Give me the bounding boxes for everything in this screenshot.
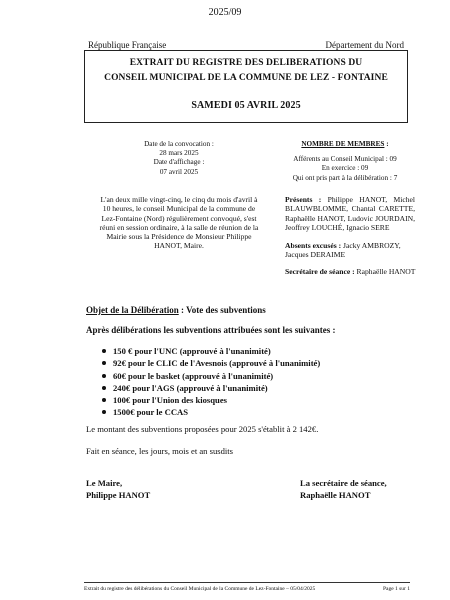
present-members (285, 195, 415, 232)
closing-statement: Fait en séance, les jours, mois et an susdits (86, 446, 234, 456)
secretary-name: Raphaëlle HANOT (354, 267, 416, 276)
present-names: Philippe HANOT, Michel BLAUWBLOMME, Chantal CARETTE, Raphaëlle HANOT, Ludovic JOURDAIN, Jeoffrey LOUCHÉ, Ignacio SERE (285, 195, 415, 232)
subsidy-list (113, 345, 320, 419)
object-text: : Vote des subventions (178, 305, 266, 315)
deliberation-object (86, 305, 266, 315)
list-item: 1500€ pour le CCAS (113, 406, 320, 418)
meeting-date: SAMEDI 05 AVRIL 2025 (191, 100, 301, 111)
mayor-title: Le Maire, (86, 478, 123, 488)
object-label: Objet de la Délibération (86, 305, 179, 315)
footer-divider (84, 582, 410, 583)
members-title: NOMBRE DE MEMBRES : (301, 140, 389, 148)
members-in-office: Afférents au Conseil Municipal : 09 (293, 155, 397, 164)
absent-label: Absents excusés : (285, 241, 342, 250)
convocation-date: 28 mars 2025 (159, 149, 199, 158)
total-amount: Le montant des subventions proposées pour 2025 s'établit à 2 142€. (86, 424, 319, 434)
list-item: 60€ pour le basket (approuvé à l'unanimité) (113, 370, 320, 382)
secretary-label: Secrétaire de séance : (285, 267, 355, 276)
list-item: 100€ pour l'Union des kiosques (113, 394, 320, 406)
present-label: Présents : (285, 195, 322, 204)
members-voting: Qui ont pris part à la délibération : 7 (292, 173, 398, 182)
secretary-signature-name: Raphaëlle HANOT (300, 489, 371, 500)
secretary-title: La secrétaire de séance, (300, 478, 387, 488)
convocation-label: Date de la convocation : (144, 140, 214, 148)
title-line-2: CONSEIL MUNICIPAL DE LA COMMUNE DE LEZ - FONTAINE (104, 73, 388, 83)
title-box (84, 50, 408, 123)
absent-names: Jacky AMBROZY, Jacques DERAIME (285, 241, 401, 260)
posting-label: Date d'affichage : (153, 158, 205, 167)
secretary-signature (300, 478, 387, 501)
footer-text: Extrait du registre des délibérations du Conseil Municipal de la Commune de Lez-Fontaine – 05/04/2025 (84, 586, 316, 592)
convocation-block (120, 140, 238, 177)
department-label: Département du Nord (325, 40, 404, 50)
members-in-exercise: En exercice : 09 (321, 164, 369, 173)
absent-members (285, 241, 415, 260)
list-item: 92€ pour le CLIC de l'Avesnois (approuvé à l'unanimité) (113, 358, 321, 369)
list-item: 240€ pour l'AGS (approuvé à l'unanimité) (113, 382, 320, 394)
session-secretary (285, 267, 420, 276)
document-number: 2025/09 (208, 7, 242, 18)
republic-label: République Française (88, 40, 167, 50)
posting-date: 07 avril 2025 (159, 167, 199, 176)
mayor-name: Philippe HANOT (86, 489, 151, 500)
mayor-signature (86, 478, 150, 501)
intro-paragraph: L'an deux mille vingt-cinq, le cinq du mois d'avril à 10 heures, le conseil Municipal de la commune de Lez-Fontaine (Nord) régulièrement convoqué, s'est réuni en session ordinaire, à la salle de réunion de la Mairie sous la Présidence de Monsieur Philippe HANOT, Maire. (99, 195, 259, 251)
members-block (270, 140, 420, 183)
title-line-1: EXTRAIT DU REGISTRE DES DELIBERATIONS DU (129, 58, 363, 68)
page-number: Page 1 sur 1 (382, 586, 410, 592)
after-deliberation-heading: Après délibérations les subventions attribuées sont les suivantes : (86, 325, 336, 335)
list-item: 150 € pour l'UNC (approuvé à l'unanimité) (113, 345, 320, 357)
